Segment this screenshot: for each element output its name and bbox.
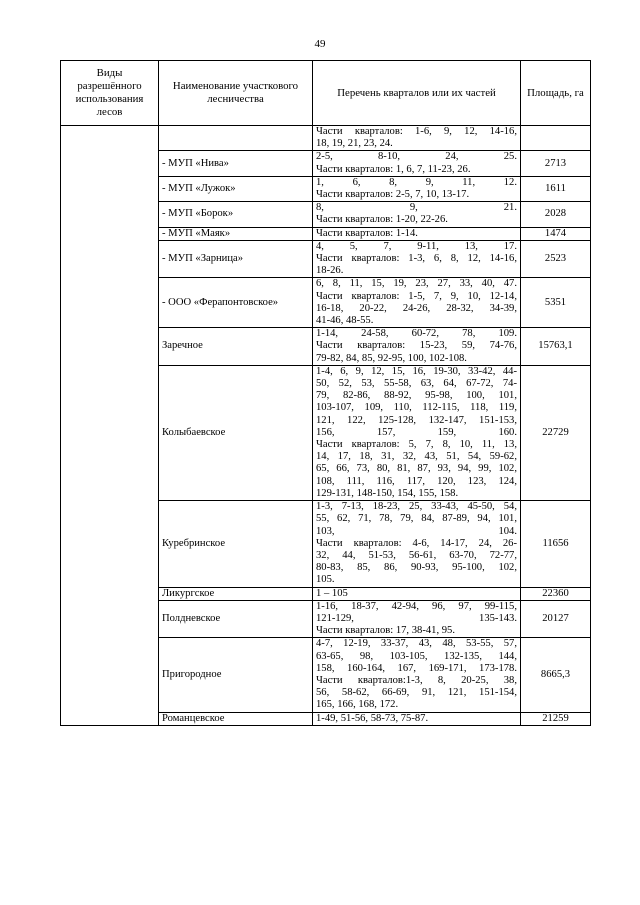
quarters-list-cell [313, 176, 521, 201]
quarters-line: 8, 9, 21. [316, 202, 517, 214]
area-cell: 20127 [521, 600, 591, 638]
table-header-row [61, 61, 591, 126]
quarters-line: Части кварталов: 1-5, 7, 9, 10, 12-14, [316, 290, 517, 302]
area-cell: 22729 [521, 365, 591, 500]
quarters-line: Части кварталов: 17, 38-41, 95. [316, 625, 455, 637]
quarters-line: Части кварталов: 2-5, 7, 10, 13-17. [316, 189, 470, 201]
quarters-line: 14, 17, 18, 31, 32, 43, 51, 54, 59-62, [316, 451, 517, 463]
forestry-name-cell: Заречное [159, 328, 313, 366]
forestry-name-cell: - МУП «Борок» [159, 202, 313, 227]
quarters-line: 1-14, 24-58, 60-72, 78, 109. [316, 328, 517, 340]
area-cell: 21259 [521, 712, 591, 725]
quarters-line: 1, 6, 8, 9, 11, 12. [316, 176, 517, 188]
quarters-line: 103, 104. [316, 525, 517, 537]
forestry-name-cell: - ООО «Ферапонтовское» [159, 278, 313, 328]
quarters-line: Части кварталов: 1-20, 22-26. [316, 214, 448, 226]
quarters-list-cell [313, 501, 521, 587]
page-number: 49 [314, 38, 326, 50]
area-cell: 1611 [521, 176, 591, 201]
quarters-line: 1 – 105 [316, 587, 348, 599]
quarters-line: Части кварталов: 1-14. [316, 227, 418, 239]
header-usage-type: Виды разрешённого использования лесов [61, 61, 159, 126]
header-area: Площадь, га [521, 61, 591, 126]
quarters-line: 50, 52, 53, 55-58, 63, 64, 67-72, 74- [316, 378, 517, 390]
forestry-name-cell [159, 126, 313, 151]
header-quarters-list: Перечень кварталов или их частей [313, 61, 521, 126]
quarters-line: Части кварталов: 1-3, 6, 8, 12, 14-16, [316, 253, 517, 265]
usage-type-cell [61, 126, 159, 726]
quarters-list-cell [313, 202, 521, 227]
quarters-line: 103-107, 109, 110, 112-115, 118, 119, [316, 402, 517, 414]
quarters-line: 1-3, 7-13, 18-23, 25, 33-43, 45-50, 54, [316, 501, 517, 513]
header-forestry-name: Наименование участкового лесничества [159, 61, 313, 126]
table-body [61, 126, 591, 726]
quarters-line: 63-65, 98, 103-105, 132-135, 144, [316, 650, 517, 662]
quarters-line: 165, 166, 168, 172. [316, 699, 399, 711]
quarters-line: 105. [316, 574, 335, 586]
area-cell: 11656 [521, 501, 591, 587]
forestry-name-cell: Куребринское [159, 501, 313, 587]
quarters-line: Части кварталов: 1-6, 9, 12, 14-16, [316, 126, 517, 137]
area-cell: 15763,1 [521, 328, 591, 366]
area-cell: 1474 [521, 227, 591, 240]
quarters-line: 121-129, 135-143. [316, 612, 517, 624]
quarters-list-cell [313, 227, 521, 240]
quarters-line: 156, 157, 159, 160. [316, 426, 517, 438]
quarters-line: 18, 19, 21, 23, 24. [316, 138, 393, 150]
quarters-line: 121, 122, 125-128, 132-147, 151-153, [316, 414, 517, 426]
quarters-list-cell [313, 278, 521, 328]
area-cell: 8665,3 [521, 638, 591, 712]
quarters-line: 32, 44, 51-53, 56-61, 63-70, 72-77, [316, 549, 517, 561]
area-cell: 2523 [521, 240, 591, 278]
quarters-line: 2-5, 8-10, 24, 25. [316, 151, 517, 163]
quarters-line: 1-49, 51-56, 58-73, 75-87. [316, 712, 429, 724]
forestry-name-cell: - МУП «Лужок» [159, 176, 313, 201]
forestry-name-cell: - МУП «Зарница» [159, 240, 313, 278]
quarters-list-cell [313, 587, 521, 600]
quarters-list-cell [313, 365, 521, 500]
area-cell: 2028 [521, 202, 591, 227]
quarters-line: Части кварталов: 1, 6, 7, 11-23, 26. [316, 163, 471, 175]
forestry-name-cell: - МУП «Нива» [159, 151, 313, 176]
area-cell: 22360 [521, 587, 591, 600]
quarters-line: 4, 5, 7, 9-11, 13, 17. [316, 240, 517, 252]
forestry-name-cell: Колыбаевское [159, 365, 313, 500]
quarters-line: 79-82, 84, 85, 92-95, 100, 102-108. [316, 352, 467, 364]
forestry-name-cell: Полдневское [159, 600, 313, 638]
quarters-list-cell [313, 712, 521, 725]
quarters-line: Части кварталов: 4-6, 14-17, 24, 26- [316, 537, 517, 549]
quarters-line: 129-131, 148-150, 154, 155, 158. [316, 487, 459, 499]
quarters-line: 56, 58-62, 66-69, 91, 121, 151-154, [316, 687, 517, 699]
quarters-line: 16-18, 20-22, 24-26, 28-32, 34-39, [316, 302, 517, 314]
area-cell [521, 126, 591, 151]
forestry-name-cell: Ликургское [159, 587, 313, 600]
quarters-line: 6, 8, 11, 15, 19, 23, 27, 33, 40, 47. [316, 278, 517, 290]
quarters-line: 1-4, 6, 9, 12, 15, 16, 19-30, 33-42, 44- [316, 365, 517, 377]
forestry-name-cell: Романцевское [159, 712, 313, 725]
quarters-line: 108, 111, 116, 117, 120, 123, 124, [316, 475, 517, 487]
quarters-line: 158, 160-164, 167, 169-171, 173-178. [316, 662, 517, 674]
quarters-list-cell [313, 328, 521, 366]
table-row [61, 126, 591, 151]
quarters-list-cell [313, 240, 521, 278]
quarters-line: 80-83, 85, 86, 90-93, 95-100, 102, [316, 562, 517, 574]
quarters-line: 79, 82-86, 88-92, 95-98, 100, 101, [316, 390, 517, 402]
forestry-name-cell: Пригородное [159, 638, 313, 712]
quarters-line: 55, 62, 71, 78, 79, 84, 87-89, 94, 101, [316, 513, 517, 525]
quarters-line: Части кварталов: 15-23, 59, 74-76, [316, 340, 517, 352]
quarters-line: Части кварталов: 5, 7, 8, 10, 11, 13, [316, 439, 517, 451]
quarters-line: 1-16, 18-37, 42-94, 96, 97, 99-115, [316, 600, 517, 612]
quarters-list-cell [313, 126, 521, 151]
quarters-list-cell [313, 600, 521, 638]
quarters-list-cell [313, 638, 521, 712]
area-cell: 2713 [521, 151, 591, 176]
quarters-line: 4-7, 12-19, 33-37, 43, 48, 53-55, 57, [316, 638, 517, 650]
quarters-line: 41-46, 48-55. [316, 315, 374, 327]
forest-quarters-table [60, 60, 591, 726]
quarters-line: 65, 66, 73, 80, 81, 87, 93, 94, 99, 102, [316, 463, 517, 475]
quarters-line: 18-26. [316, 265, 344, 277]
forestry-name-cell: - МУП «Маяк» [159, 227, 313, 240]
quarters-list-cell [313, 151, 521, 176]
quarters-line: Части кварталов:1-3, 8, 20-25, 38, [316, 674, 517, 686]
area-cell: 5351 [521, 278, 591, 328]
